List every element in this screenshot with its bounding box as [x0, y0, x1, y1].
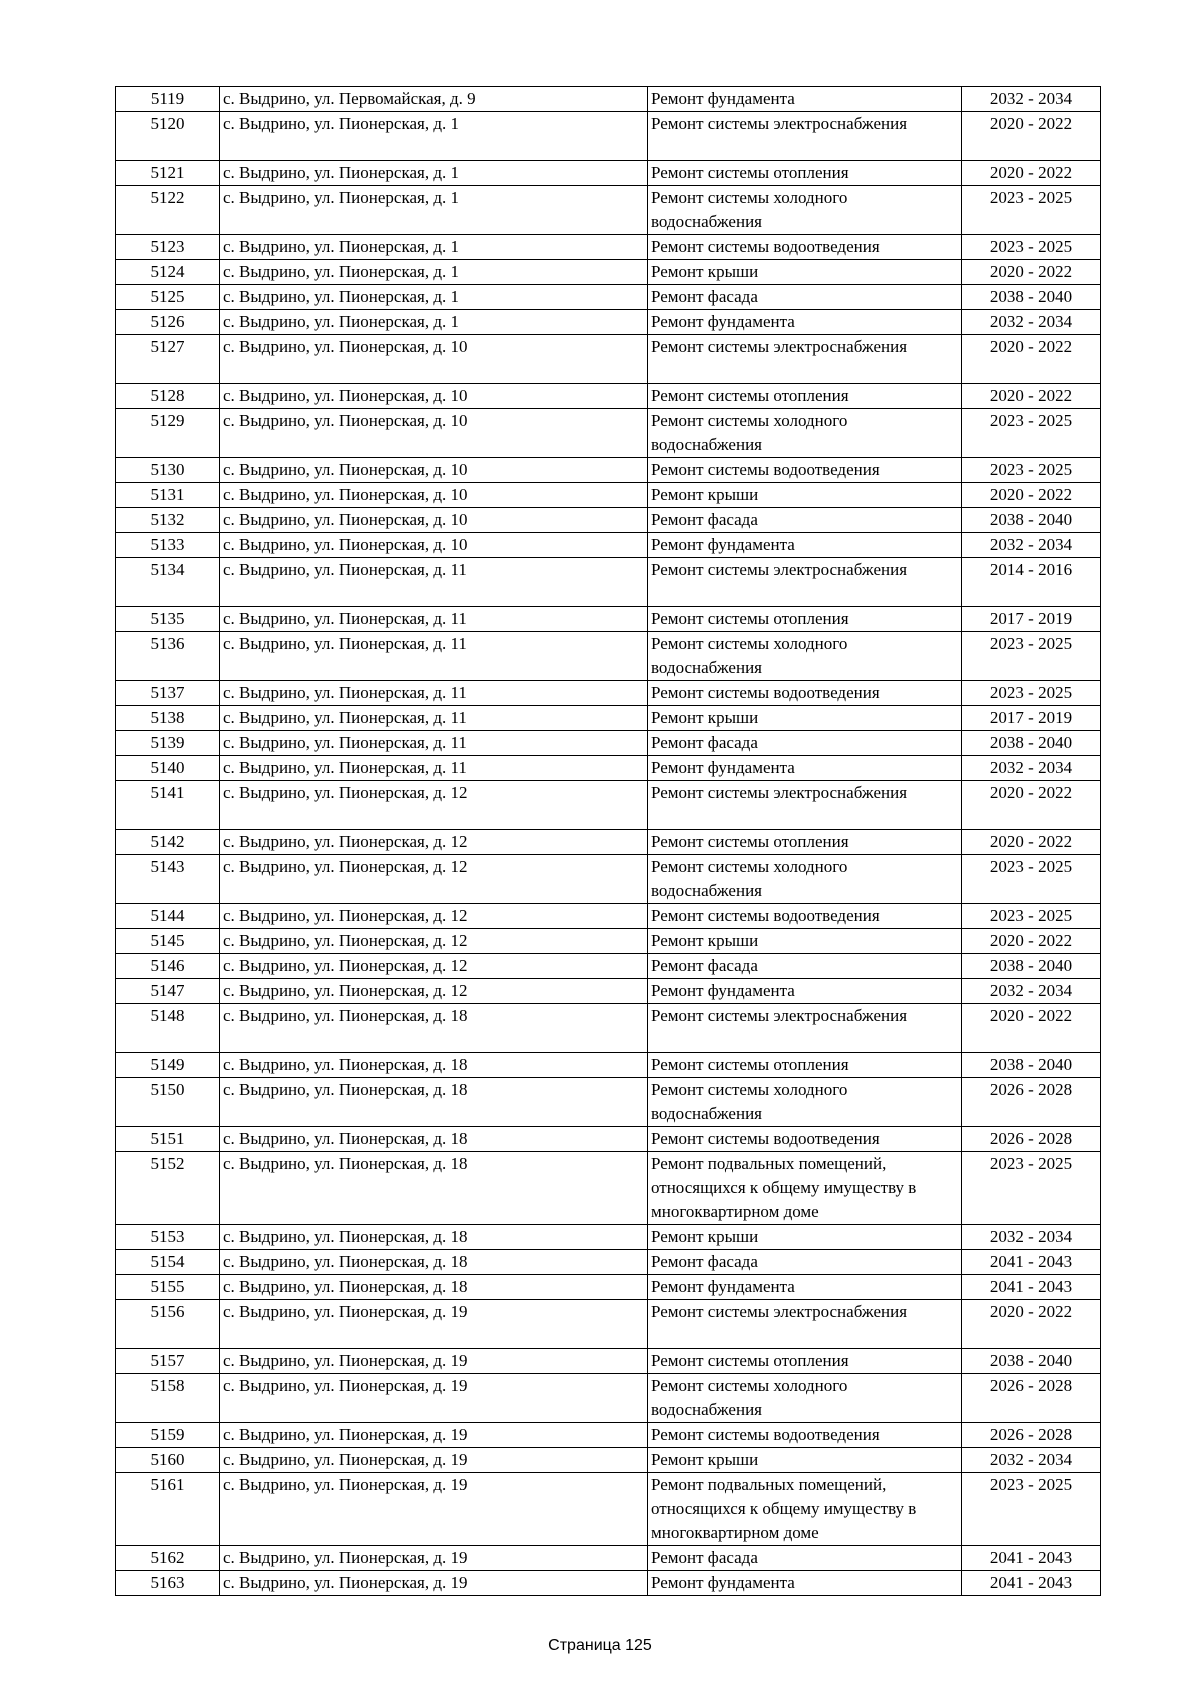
- table-row: [116, 1250, 1101, 1275]
- row-number: 5129: [116, 409, 220, 458]
- table-row: [116, 731, 1101, 756]
- row-work-type: Ремонт крыши: [648, 1448, 962, 1473]
- row-work-type: Ремонт системы водоотведения: [648, 1423, 962, 1448]
- row-term: 2032 - 2034: [962, 533, 1101, 558]
- row-address: с. Выдрино, ул. Пионерская, д. 1: [220, 260, 648, 285]
- row-term: 2026 - 2028: [962, 1423, 1101, 1448]
- row-number: 5136: [116, 632, 220, 681]
- row-address: с. Выдрино, ул. Пионерская, д. 10: [220, 409, 648, 458]
- row-term: 2020 - 2022: [962, 929, 1101, 954]
- row-number: 5122: [116, 186, 220, 235]
- row-work-type: Ремонт системы отопления: [648, 830, 962, 855]
- row-work-type: Ремонт системы электроснабжения: [648, 1300, 962, 1349]
- table-row: [116, 458, 1101, 483]
- row-term: 2032 - 2034: [962, 310, 1101, 335]
- row-address: с. Выдрино, ул. Пионерская, д. 11: [220, 731, 648, 756]
- row-address: с. Выдрино, ул. Пионерская, д. 19: [220, 1571, 648, 1596]
- row-term: 2023 - 2025: [962, 904, 1101, 929]
- table-row: [116, 1473, 1101, 1546]
- table-row: [116, 335, 1101, 384]
- table-row: [116, 384, 1101, 409]
- row-address: с. Выдрино, ул. Пионерская, д. 10: [220, 508, 648, 533]
- table-row: [116, 1448, 1101, 1473]
- row-address: с. Выдрино, ул. Пионерская, д. 18: [220, 1127, 648, 1152]
- table-row: [116, 310, 1101, 335]
- table-row: [116, 1127, 1101, 1152]
- row-address: с. Выдрино, ул. Пионерская, д. 12: [220, 954, 648, 979]
- table-row: [116, 1053, 1101, 1078]
- row-term: 2041 - 2043: [962, 1275, 1101, 1300]
- row-term: 2023 - 2025: [962, 632, 1101, 681]
- row-address: с. Выдрино, ул. Пионерская, д. 11: [220, 632, 648, 681]
- row-term: 2032 - 2034: [962, 1225, 1101, 1250]
- row-term: 2023 - 2025: [962, 409, 1101, 458]
- row-work-type: Ремонт крыши: [648, 1225, 962, 1250]
- row-work-type: Ремонт подвальных помещений, относящихся к общему имуществу в многоквартирном доме: [648, 1152, 962, 1225]
- row-address: с. Выдрино, ул. Пионерская, д. 19: [220, 1448, 648, 1473]
- row-number: 5140: [116, 756, 220, 781]
- row-address: с. Выдрино, ул. Пионерская, д. 18: [220, 1250, 648, 1275]
- table-row: [116, 1349, 1101, 1374]
- row-work-type: Ремонт системы холодного водоснабжения: [648, 855, 962, 904]
- row-address: с. Выдрино, ул. Пионерская, д. 12: [220, 904, 648, 929]
- row-work-type: Ремонт фундамента: [648, 979, 962, 1004]
- row-work-type: Ремонт фасада: [648, 1546, 962, 1571]
- row-work-type: Ремонт системы отопления: [648, 1349, 962, 1374]
- row-address: с. Выдрино, ул. Пионерская, д. 1: [220, 186, 648, 235]
- row-address: с. Выдрино, ул. Пионерская, д. 1: [220, 112, 648, 161]
- table-row: [116, 112, 1101, 161]
- table-row: [116, 161, 1101, 186]
- table-row: [116, 1225, 1101, 1250]
- row-term: 2038 - 2040: [962, 954, 1101, 979]
- row-address: с. Выдрино, ул. Пионерская, д. 19: [220, 1546, 648, 1571]
- row-work-type: Ремонт системы холодного водоснабжения: [648, 1078, 962, 1127]
- row-work-type: Ремонт фасада: [648, 508, 962, 533]
- row-work-type: Ремонт фундамента: [648, 87, 962, 112]
- table-row: [116, 904, 1101, 929]
- row-term: 2032 - 2034: [962, 1448, 1101, 1473]
- row-term: 2038 - 2040: [962, 731, 1101, 756]
- table-row: [116, 186, 1101, 235]
- row-term: 2023 - 2025: [962, 855, 1101, 904]
- table-row: [116, 285, 1101, 310]
- row-number: 5143: [116, 855, 220, 904]
- table-row: [116, 1571, 1101, 1596]
- row-address: с. Выдрино, ул. Пионерская, д. 11: [220, 607, 648, 632]
- row-number: 5141: [116, 781, 220, 830]
- row-address: с. Выдрино, ул. Пионерская, д. 1: [220, 235, 648, 260]
- row-number: 5158: [116, 1374, 220, 1423]
- row-number: 5145: [116, 929, 220, 954]
- row-term: 2026 - 2028: [962, 1374, 1101, 1423]
- table-body: [116, 87, 1101, 1596]
- row-number: 5152: [116, 1152, 220, 1225]
- row-work-type: Ремонт фундамента: [648, 533, 962, 558]
- row-work-type: Ремонт фундамента: [648, 1275, 962, 1300]
- table-row: [116, 756, 1101, 781]
- table-row: [116, 409, 1101, 458]
- row-term: 2020 - 2022: [962, 384, 1101, 409]
- table-row: [116, 830, 1101, 855]
- row-number: 5160: [116, 1448, 220, 1473]
- table-row: [116, 558, 1101, 607]
- row-number: 5133: [116, 533, 220, 558]
- table-row: [116, 533, 1101, 558]
- row-number: 5139: [116, 731, 220, 756]
- row-term: 2020 - 2022: [962, 112, 1101, 161]
- table-row: [116, 954, 1101, 979]
- row-term: 2020 - 2022: [962, 830, 1101, 855]
- row-term: 2032 - 2034: [962, 979, 1101, 1004]
- row-number: 5142: [116, 830, 220, 855]
- row-term: 2026 - 2028: [962, 1078, 1101, 1127]
- row-address: с. Выдрино, ул. Первомайская, д. 9: [220, 87, 648, 112]
- row-work-type: Ремонт крыши: [648, 706, 962, 731]
- row-number: 5128: [116, 384, 220, 409]
- row-address: с. Выдрино, ул. Пионерская, д. 11: [220, 706, 648, 731]
- table-row: [116, 1423, 1101, 1448]
- row-work-type: Ремонт системы холодного водоснабжения: [648, 409, 962, 458]
- row-work-type: Ремонт фасада: [648, 1250, 962, 1275]
- row-number: 5124: [116, 260, 220, 285]
- row-address: с. Выдрино, ул. Пионерская, д. 11: [220, 756, 648, 781]
- row-term: 2026 - 2028: [962, 1127, 1101, 1152]
- row-term: 2023 - 2025: [962, 1473, 1101, 1546]
- page-number: Страница 125: [548, 1637, 652, 1654]
- table-row: [116, 235, 1101, 260]
- table-row: [116, 1275, 1101, 1300]
- row-address: с. Выдрино, ул. Пионерская, д. 1: [220, 285, 648, 310]
- row-term: 2041 - 2043: [962, 1546, 1101, 1571]
- row-work-type: Ремонт фундамента: [648, 310, 962, 335]
- row-work-type: Ремонт системы электроснабжения: [648, 781, 962, 830]
- row-number: 5127: [116, 335, 220, 384]
- row-number: 5159: [116, 1423, 220, 1448]
- row-address: с. Выдрино, ул. Пионерская, д. 12: [220, 830, 648, 855]
- row-work-type: Ремонт системы отопления: [648, 607, 962, 632]
- row-number: 5131: [116, 483, 220, 508]
- table-row: [116, 1078, 1101, 1127]
- row-term: 2041 - 2043: [962, 1250, 1101, 1275]
- row-number: 5120: [116, 112, 220, 161]
- row-address: с. Выдрино, ул. Пионерская, д. 12: [220, 781, 648, 830]
- table-row: [116, 483, 1101, 508]
- row-address: с. Выдрино, ул. Пионерская, д. 10: [220, 384, 648, 409]
- table-row: [116, 855, 1101, 904]
- table-row: [116, 1152, 1101, 1225]
- row-work-type: Ремонт фундамента: [648, 756, 962, 781]
- row-work-type: Ремонт системы водоотведения: [648, 681, 962, 706]
- row-address: с. Выдрино, ул. Пионерская, д. 12: [220, 855, 648, 904]
- row-number: 5134: [116, 558, 220, 607]
- table-row: [116, 1004, 1101, 1053]
- row-work-type: Ремонт фасада: [648, 285, 962, 310]
- table-row: [116, 1300, 1101, 1349]
- row-term: 2020 - 2022: [962, 260, 1101, 285]
- row-term: 2032 - 2034: [962, 756, 1101, 781]
- table-row: [116, 929, 1101, 954]
- row-work-type: Ремонт подвальных помещений, относящихся к общему имуществу в многоквартирном доме: [648, 1473, 962, 1546]
- row-number: 5132: [116, 508, 220, 533]
- row-number: 5125: [116, 285, 220, 310]
- row-term: 2041 - 2043: [962, 1571, 1101, 1596]
- row-number: 5137: [116, 681, 220, 706]
- table-row: [116, 979, 1101, 1004]
- row-number: 5135: [116, 607, 220, 632]
- row-address: с. Выдрино, ул. Пионерская, д. 18: [220, 1275, 648, 1300]
- row-work-type: Ремонт фундамента: [648, 1571, 962, 1596]
- row-address: с. Выдрино, ул. Пионерская, д. 19: [220, 1349, 648, 1374]
- row-work-type: Ремонт системы электроснабжения: [648, 1004, 962, 1053]
- row-work-type: Ремонт системы отопления: [648, 161, 962, 186]
- row-work-type: Ремонт крыши: [648, 260, 962, 285]
- table-row: [116, 1374, 1101, 1423]
- row-number: 5151: [116, 1127, 220, 1152]
- row-term: 2017 - 2019: [962, 706, 1101, 731]
- table-row: [116, 681, 1101, 706]
- row-number: 5146: [116, 954, 220, 979]
- row-work-type: Ремонт крыши: [648, 929, 962, 954]
- row-address: с. Выдрино, ул. Пионерская, д. 10: [220, 533, 648, 558]
- row-work-type: Ремонт системы отопления: [648, 384, 962, 409]
- row-address: с. Выдрино, ул. Пионерская, д. 11: [220, 558, 648, 607]
- repair-schedule-table: [115, 86, 1101, 1596]
- row-term: 2020 - 2022: [962, 781, 1101, 830]
- row-term: 2023 - 2025: [962, 681, 1101, 706]
- row-address: с. Выдрино, ул. Пионерская, д. 11: [220, 681, 648, 706]
- row-term: 2023 - 2025: [962, 458, 1101, 483]
- row-address: с. Выдрино, ул. Пионерская, д. 18: [220, 1225, 648, 1250]
- row-term: 2038 - 2040: [962, 1053, 1101, 1078]
- row-number: 5157: [116, 1349, 220, 1374]
- row-term: 2020 - 2022: [962, 1300, 1101, 1349]
- row-address: с. Выдрино, ул. Пионерская, д. 1: [220, 161, 648, 186]
- row-work-type: Ремонт системы холодного водоснабжения: [648, 186, 962, 235]
- row-work-type: Ремонт системы отопления: [648, 1053, 962, 1078]
- row-work-type: Ремонт системы водоотведения: [648, 1127, 962, 1152]
- row-address: с. Выдрино, ул. Пионерская, д. 10: [220, 335, 648, 384]
- row-term: 2020 - 2022: [962, 161, 1101, 186]
- row-term: 2038 - 2040: [962, 285, 1101, 310]
- row-number: 5163: [116, 1571, 220, 1596]
- row-work-type: Ремонт фасада: [648, 731, 962, 756]
- row-address: с. Выдрино, ул. Пионерская, д. 18: [220, 1004, 648, 1053]
- row-number: 5150: [116, 1078, 220, 1127]
- row-address: с. Выдрино, ул. Пионерская, д. 19: [220, 1423, 648, 1448]
- row-number: 5148: [116, 1004, 220, 1053]
- row-work-type: Ремонт системы холодного водоснабжения: [648, 632, 962, 681]
- table-row: [116, 706, 1101, 731]
- table-row: [116, 508, 1101, 533]
- row-number: 5155: [116, 1275, 220, 1300]
- row-work-type: Ремонт системы электроснабжения: [648, 335, 962, 384]
- row-number: 5126: [116, 310, 220, 335]
- row-work-type: Ремонт системы электроснабжения: [648, 558, 962, 607]
- row-address: с. Выдрино, ул. Пионерская, д. 12: [220, 929, 648, 954]
- row-work-type: Ремонт системы водоотведения: [648, 904, 962, 929]
- row-term: 2014 - 2016: [962, 558, 1101, 607]
- row-number: 5123: [116, 235, 220, 260]
- row-term: 2038 - 2040: [962, 1349, 1101, 1374]
- row-work-type: Ремонт крыши: [648, 483, 962, 508]
- row-term: 2017 - 2019: [962, 607, 1101, 632]
- row-address: с. Выдрино, ул. Пионерская, д. 18: [220, 1053, 648, 1078]
- row-term: 2020 - 2022: [962, 1004, 1101, 1053]
- row-term: 2038 - 2040: [962, 508, 1101, 533]
- row-work-type: Ремонт системы водоотведения: [648, 235, 962, 260]
- row-work-type: Ремонт системы холодного водоснабжения: [648, 1374, 962, 1423]
- row-address: с. Выдрино, ул. Пионерская, д. 10: [220, 458, 648, 483]
- row-work-type: Ремонт системы электроснабжения: [648, 112, 962, 161]
- table-row: [116, 632, 1101, 681]
- row-number: 5121: [116, 161, 220, 186]
- row-number: 5154: [116, 1250, 220, 1275]
- table-row: [116, 260, 1101, 285]
- row-work-type: Ремонт системы водоотведения: [648, 458, 962, 483]
- row-number: 5144: [116, 904, 220, 929]
- row-address: с. Выдрино, ул. Пионерская, д. 19: [220, 1473, 648, 1546]
- row-number: 5156: [116, 1300, 220, 1349]
- row-term: 2020 - 2022: [962, 483, 1101, 508]
- table-row: [116, 87, 1101, 112]
- row-number: 5153: [116, 1225, 220, 1250]
- row-address: с. Выдрино, ул. Пионерская, д. 1: [220, 310, 648, 335]
- row-number: 5162: [116, 1546, 220, 1571]
- row-term: 2023 - 2025: [962, 186, 1101, 235]
- row-number: 5130: [116, 458, 220, 483]
- table-row: [116, 781, 1101, 830]
- row-number: 5147: [116, 979, 220, 1004]
- row-address: с. Выдрино, ул. Пионерская, д. 12: [220, 979, 648, 1004]
- table-row: [116, 1546, 1101, 1571]
- row-address: с. Выдрино, ул. Пионерская, д. 18: [220, 1078, 648, 1127]
- row-term: 2023 - 2025: [962, 1152, 1101, 1225]
- row-address: с. Выдрино, ул. Пионерская, д. 19: [220, 1374, 648, 1423]
- row-number: 5149: [116, 1053, 220, 1078]
- row-number: 5119: [116, 87, 220, 112]
- row-number: 5161: [116, 1473, 220, 1546]
- row-address: с. Выдрино, ул. Пионерская, д. 18: [220, 1152, 648, 1225]
- row-term: 2023 - 2025: [962, 235, 1101, 260]
- table-row: [116, 607, 1101, 632]
- row-work-type: Ремонт фасада: [648, 954, 962, 979]
- row-number: 5138: [116, 706, 220, 731]
- row-address: с. Выдрино, ул. Пионерская, д. 10: [220, 483, 648, 508]
- row-term: 2020 - 2022: [962, 335, 1101, 384]
- row-term: 2032 - 2034: [962, 87, 1101, 112]
- row-address: с. Выдрино, ул. Пионерская, д. 19: [220, 1300, 648, 1349]
